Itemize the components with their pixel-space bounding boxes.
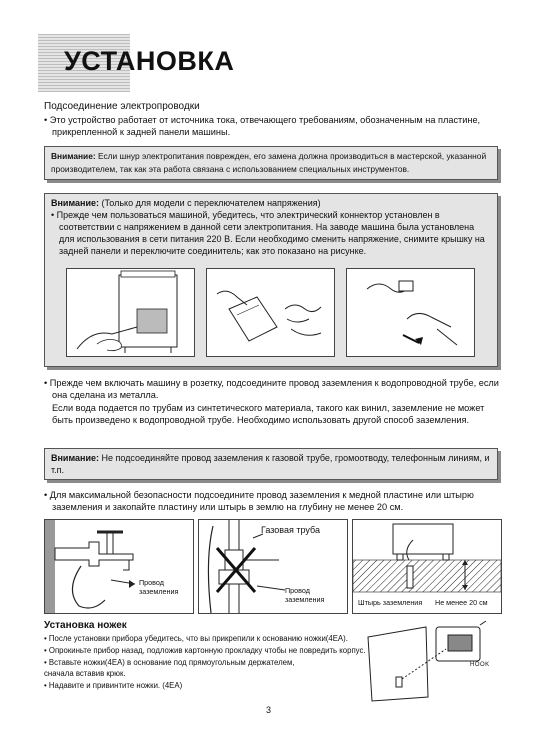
gas-pipe-label: Газовая труба xyxy=(261,525,320,535)
ground-wire-label-2: Провод заземления xyxy=(285,586,325,604)
figure-legs xyxy=(366,619,490,703)
warning-label: Внимание: xyxy=(51,198,99,208)
figure-ground-rod xyxy=(352,519,502,614)
list-item: • После установки прибора убедитесь, что вы прикрепили к основанию ножки(4EA). xyxy=(44,634,348,643)
warning-box-gas xyxy=(44,448,498,480)
warning-text: Не подсоединяйте провод заземления к газовой трубе, громоотводу, телефонным линиям, и т.п. xyxy=(51,453,490,475)
safety-bullet: • Для максимальной безопасности подсоедините провод заземления к медной пластине или штырю заземления и закопайте пластину или штырь в землю на глубину не менее 20 см. xyxy=(44,490,474,513)
wiring-bullet: • Это устройство работает от источника тока, отвечающего требованиям, обозначенным на пластине, прикрепленной к задней панели машины. xyxy=(44,115,481,138)
ground-wire-label-1: Провод заземления xyxy=(139,578,179,596)
warning-box-cord xyxy=(44,146,498,180)
warning-text: Если шнур электропитания поврежден, его замена должна производиться в мастерской, указанной производителем, так как эта работа связана с использованием специальных инструментов. xyxy=(51,151,487,174)
illustration-washer-back xyxy=(66,268,195,357)
list-item: сначала вставив крюк. xyxy=(44,669,126,679)
list-item: • Опрокиньте прибор назад, подложив картонную прокладку чтобы не повредить корпус. xyxy=(44,645,366,655)
legs-heading: Установка ножек xyxy=(44,620,127,631)
list-item: • Вставьте ножки(4EA) в основание под прямоугольным держателем, xyxy=(44,657,295,667)
list-item: • Надавите и привинтите ножки. (4EA) xyxy=(44,681,183,691)
voltage-bullet: • Прежде чем пользоваться машиной, убедитесь, что электрический коннектор установлен в соответствии с напряжением в данной сети электропитания. На заводе машина была установлена для использования в сети питания 220 В. Если необходимо сменить напряжение, снимите крышку на задней панели и переключите соединитель; как это показано на рисунке. xyxy=(51,210,485,256)
figure-water-tap xyxy=(44,519,194,614)
legs-list xyxy=(44,633,374,692)
hook-label: HOOK xyxy=(470,662,490,668)
figure-gas-pipe xyxy=(198,519,348,614)
page-title: УСТАНОВКА xyxy=(64,46,235,76)
illustration-connector xyxy=(206,268,335,357)
grounding-bullet: • Прежде чем включать машину в розетку, подсоедините провод заземления к водопроводной трубе, если она сделана из металла. xyxy=(44,378,499,401)
warning-subtitle: (Только для модели с переключателем напряжения) xyxy=(98,198,321,208)
page-number: 3 xyxy=(266,705,272,715)
wiring-heading: Подсоединение электропроводки xyxy=(44,101,200,112)
depth-label: Не менее 20 см xyxy=(435,598,488,607)
warning-label: Внимание: xyxy=(51,151,96,161)
illustration-switch xyxy=(346,268,475,357)
warning-label: Внимание: xyxy=(51,453,99,463)
ground-rod-label: Штырь заземления xyxy=(358,598,423,607)
grounding-paragraph: Если вода подается по трубам из синтетического материала, такого как винил, заземление не может быть произведено к водопроводной трубе. Необходимо использовать другой способ заземления. xyxy=(52,403,485,426)
